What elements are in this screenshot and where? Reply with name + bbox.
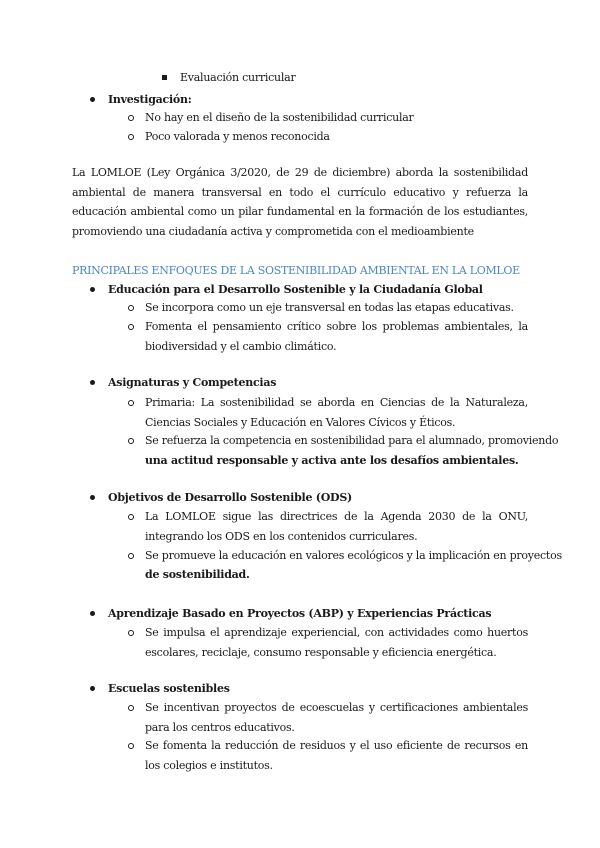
section-4-title: Aprendizaje Basado en Proyectos (ABP) y Experiencias Prácticas (108, 607, 492, 620)
section-heading: PRINCIPALES ENFOQUES DE LA SOSTENIBILIDAD AMBIENTAL EN LA LOMLOE (72, 264, 520, 277)
sub-item-evaluacion: Evaluación curricular (180, 71, 296, 84)
investigacion-item-2: Poco valorada y menos reconocida (145, 130, 330, 143)
section-5-item-2: Se fomenta la reducción de residuos y el uso eficiente de recursos en los colegios e institutos. (145, 739, 528, 772)
intro-paragraph: La LOMLOE (Ley Orgánica 3/2020, de 29 de diciembre) aborda la sostenibilidad ambiental de manera transversal en todo el currículo educativo y refuerza la educación ambiental como un pilar fundamental en la formación de los estudiantes, promoviendo una ciudadanía activa y comprometida con el medioambiente (72, 166, 528, 238)
disc-bullet-icon (90, 686, 95, 691)
investigacion-title: Investigación: (108, 93, 192, 106)
section-2-item-2: Se refuerza la competencia en sostenibilidad para el alumnado, promoviendo (145, 434, 559, 447)
circle-bullet-icon (128, 553, 134, 559)
circle-bullet-icon (128, 630, 134, 636)
circle-bullet-icon (128, 743, 134, 749)
section-3-title: Objetivos de Desarrollo Sostenible (ODS) (108, 491, 352, 504)
circle-bullet-icon (128, 115, 134, 121)
section-5-title: Escuelas sostenibles (108, 682, 230, 695)
section-4-item-1: Se impulsa el aprendizaje experiencial, con actividades como huertos escolares, reciclaje, consumo responsable y eficiencia energética. (145, 626, 528, 659)
section-1-item-2: Fomenta el pensamiento crítico sobre los problemas ambientales, la biodiversidad y el cambio climático. (145, 320, 528, 353)
disc-bullet-icon (90, 611, 95, 616)
section-1-item-1: Se incorpora como un eje transversal en todas las etapas educativas. (145, 301, 514, 314)
square-bullet-icon (162, 75, 167, 80)
section-2-item-1: Primaria: La sostenibilidad se aborda en Ciencias de la Naturaleza, Ciencias Sociales y Educación en Valores Cívicos y Éticos. (145, 396, 528, 429)
section-1-title: Educación para el Desarrollo Sostenible y la Ciudadanía Global (108, 283, 483, 296)
circle-bullet-icon (128, 438, 134, 444)
circle-bullet-icon (128, 324, 134, 330)
disc-bullet-icon (90, 495, 95, 500)
section-2-item-2-emphasis: una actitud responsable y activa ante los desafíos ambientales. (145, 454, 519, 467)
disc-bullet-icon (90, 380, 95, 385)
circle-bullet-icon (128, 305, 134, 311)
disc-bullet-icon (90, 97, 95, 102)
section-3-item-1: La LOMLOE sigue las directrices de la Agenda 2030 de la ONU, integrando los ODS en los contenidos curriculares. (145, 510, 528, 543)
section-3-item-2-emphasis: de sostenibilidad. (145, 568, 250, 581)
circle-bullet-icon (128, 705, 134, 711)
circle-bullet-icon (128, 400, 134, 406)
disc-bullet-icon (90, 287, 95, 292)
section-5-item-1: Se incentivan proyectos de ecoescuelas y certificaciones ambientales para los centros educativos. (145, 701, 528, 734)
circle-bullet-icon (128, 134, 134, 140)
investigacion-item-1: No hay en el diseño de la sostenibilidad curricular (145, 111, 414, 124)
circle-bullet-icon (128, 514, 134, 520)
section-3-item-2: Se promueve la educación en valores ecológicos y la implicación en proyectos (145, 549, 562, 562)
section-2-title: Asignaturas y Competencias (108, 376, 277, 389)
